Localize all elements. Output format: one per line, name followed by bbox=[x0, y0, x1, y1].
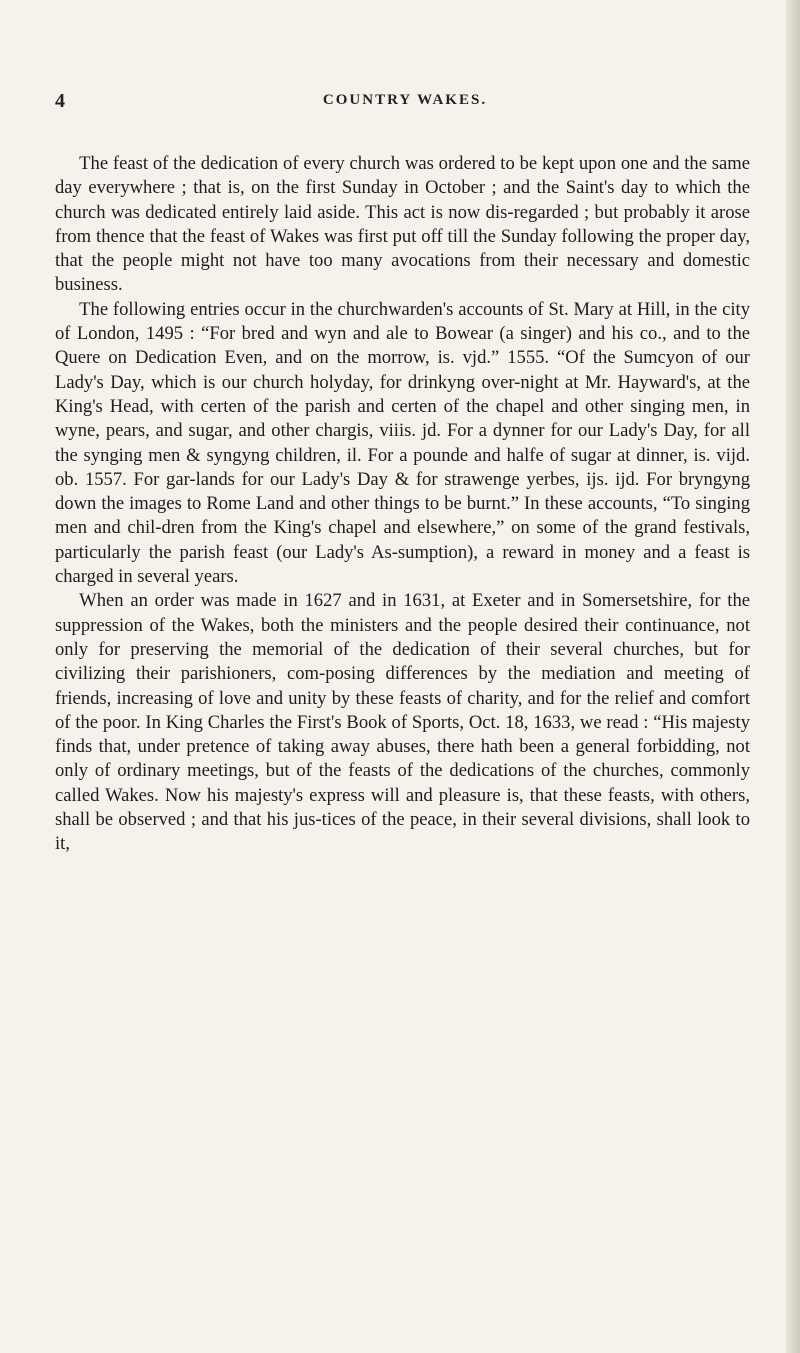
running-head: COUNTRY WAKES. bbox=[322, 92, 488, 108]
page-number: 4 bbox=[55, 90, 65, 112]
body-text bbox=[55, 152, 750, 857]
page-edge-shadow bbox=[786, 0, 800, 1353]
paragraph-suppression-order: When an order was made in 1627 and in 1631, at Exeter and in Somersetshire, for the suppression of the Wakes, both the ministers and the people desired their continuance, not only for preserving the memorial of the dedication of their several churches, but for civilizing their parishioners, com-posing differences by the mediation and meeting of friends, increasing of love and unity by these feasts of charity, and for the relief and comfort of the poor. In King Charles the First's Book of Sports, Oct. 18, 1633, we read : “His majesty finds that, under pretence of taking away abuses, there hath been a general forbidding, not only of ordinary meetings, but of the feasts of the dedications of the churches, commonly called Wakes. Now his majesty's express will and pleasure is, that these feasts, with others, shall be observed ; and that his jus-tices of the peace, in their several divisions, shall look to it, bbox=[55, 590, 750, 855]
page-header bbox=[55, 90, 755, 116]
paragraph-dedication-feast: The feast of the dedication of every church was ordered to be kept upon one and the same day everywhere ; that is, on the first Sunday in October ; and the Saint's day to which the church was dedicated entirely laid aside. This act is now dis-regarded ; but probably it arose from thence that the feast of Wakes was first put off till the Sunday following the proper day, that the people might not have too many avocations from their necessary and domestic business. bbox=[55, 153, 750, 296]
paragraph-churchwarden-accounts: The following entries occur in the churchwarden's accounts of St. Mary at Hill, in the city of London, 1495 : “For bred and wyn and ale to Bowear (a singer) and his co., and to the Quere on Dedication Even, and on the morrow, is. vjd.” 1555. “Of the Sumcyon of our Lady's Day, which is our church holyday, for drinkyng over-night at Mr. Hayward's, at the King's Head, with certen of the parish and certen of the chapel and other singing men, in wyne, pears, and sugar, and other chargis, viiis. jd. For a dynner for our Lady's Day, for all the synging men & syngyng children, il. For a pounde and halfe of sugar at dinner, is. vijd. ob. 1557. For gar-lands for our Lady's Day & for strawenge yerbes, ijs. ijd. For bryngyng down the images to Rome Land and other things to be burnt.” In these accounts, “To singing men and chil-dren from the King's chapel and elsewhere,” on some of the grand festivals, particularly the parish feast (our Lady's As-sumption), a reward in money and a feast is charged in several years. bbox=[55, 298, 750, 588]
